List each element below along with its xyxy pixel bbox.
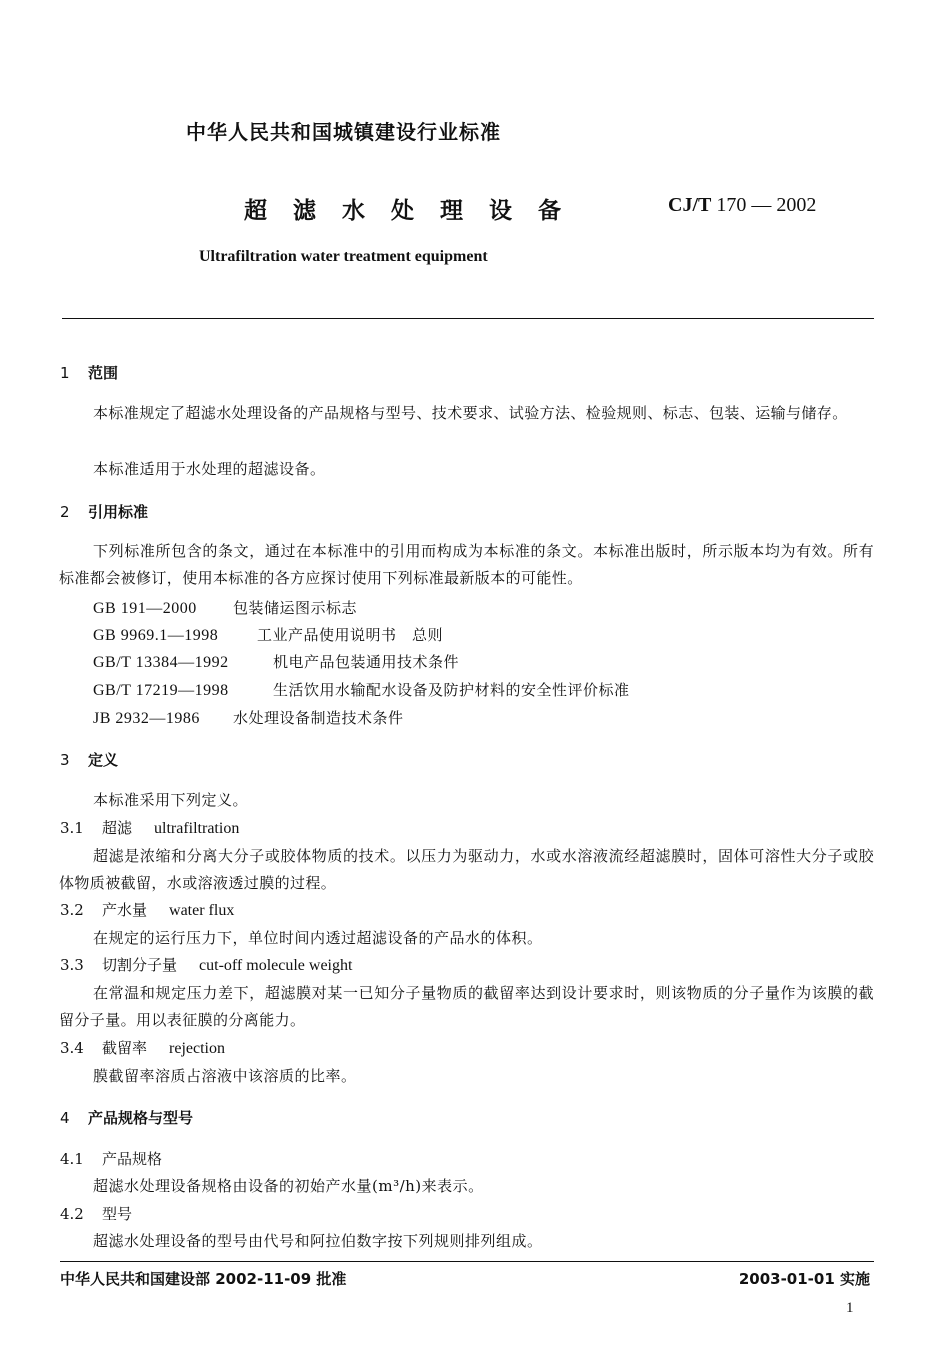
reference-name: 包装储运图示标志 bbox=[233, 599, 358, 617]
section-1-heading bbox=[60, 362, 118, 383]
subsection-title: 型号 bbox=[102, 1205, 133, 1223]
effective-date: 2003-01-01 实施 bbox=[738, 1270, 870, 1288]
definition-3-1-text: 超滤是浓缩和分离大分子或胶体物质的技术。以压力为驱动力，水或水溶液流经超滤膜时，固体可溶性大分子或胶体物质被截留，水或溶液透过膜的过程。 bbox=[59, 847, 874, 892]
definition-3-2-text: 在规定的运行压力下，单位时间内透过超滤设备的产品水的体积。 bbox=[93, 929, 543, 947]
reference-name: 水处理设备制造技术条件 bbox=[233, 709, 404, 727]
reference-name: 工业产品使用说明书 总则 bbox=[257, 626, 444, 644]
document-title: 超 滤 水 处 理 设 备 bbox=[244, 198, 571, 224]
section-number: 4 bbox=[60, 1109, 70, 1127]
definition-term: 截留率 bbox=[102, 1039, 148, 1057]
subsection-number: 4.1 bbox=[60, 1150, 84, 1168]
definition-term-english: rejection bbox=[169, 1040, 225, 1057]
code-prefix: CJ/T bbox=[668, 194, 712, 216]
subsection-4-1-text: 超滤水处理设备规格由设备的初始产水量(m³/h)来表示。 bbox=[93, 1177, 484, 1195]
standard-code bbox=[668, 194, 816, 217]
reference-name: 机电产品包装通用技术条件 bbox=[273, 653, 460, 671]
reference-item bbox=[93, 679, 630, 700]
definition-term: 切割分子量 bbox=[102, 956, 178, 974]
section-title: 产品规格与型号 bbox=[88, 1109, 194, 1127]
header-divider bbox=[62, 318, 874, 319]
section-1-paragraph-1: 本标准规定了超滤水处理设备的产品规格与型号、技术要求、试验方法、检验规则、标志、包装、运输与储存。 bbox=[93, 404, 848, 422]
section-2-paragraph-1: 下列标准所包含的条文，通过在本标准中的引用而构成为本标准的条文。本标准出版时，所示版本均为有效。所有标准都会被修订，使用本标准的各方应探讨使用下列标准最新版本的可能性。 bbox=[59, 542, 874, 587]
subsection-4-2-text: 超滤水处理设备的型号由代号和阿拉伯数字按下列规则排列组成。 bbox=[93, 1232, 543, 1250]
reference-name: 生活饮用水输配水设备及防护材料的安全性评价标准 bbox=[273, 681, 630, 699]
subsection-number: 3.3 bbox=[60, 956, 84, 974]
standard-type-heading: 中华人民共和国城镇建设行业标准 bbox=[186, 120, 501, 144]
section-title: 定义 bbox=[88, 751, 119, 769]
section-1-paragraph-2: 本标准适用于水处理的超滤设备。 bbox=[93, 460, 326, 478]
definition-term-english: ultrafiltration bbox=[154, 820, 240, 837]
section-number: 3 bbox=[60, 751, 70, 769]
subsection-number: 3.2 bbox=[60, 901, 84, 919]
definition-term-english: cut-off molecule weight bbox=[199, 957, 353, 974]
reference-code: GB 191—2000 bbox=[93, 600, 197, 617]
section-3-heading bbox=[60, 749, 118, 770]
reference-code: JB 2932—1986 bbox=[93, 710, 200, 727]
document-title-english: Ultrafiltration water treatment equipment bbox=[199, 248, 488, 265]
section-title: 范围 bbox=[88, 364, 119, 382]
section-3-intro: 本标准采用下列定义。 bbox=[93, 791, 249, 809]
section-2-heading bbox=[60, 501, 148, 522]
footer-divider bbox=[60, 1261, 874, 1262]
approval-note: 中华人民共和国建设部 2002-11-09 批准 bbox=[60, 1270, 347, 1288]
section-4-heading bbox=[60, 1107, 193, 1128]
subsection-4-2-heading bbox=[60, 1203, 132, 1224]
definition-3-4-heading bbox=[60, 1037, 225, 1058]
definition-term: 超滤 bbox=[102, 819, 133, 837]
section-number: 2 bbox=[60, 503, 70, 521]
section-title: 引用标准 bbox=[88, 503, 149, 521]
reference-code: GB/T 13384—1992 bbox=[93, 654, 229, 671]
reference-item bbox=[93, 597, 357, 618]
reference-item bbox=[93, 651, 459, 672]
definition-term-english: water flux bbox=[169, 902, 235, 919]
subsection-number: 4.2 bbox=[60, 1205, 84, 1223]
subsection-number: 3.1 bbox=[60, 819, 84, 837]
subsection-4-1-heading bbox=[60, 1148, 162, 1169]
definition-3-2-heading bbox=[60, 899, 234, 920]
code-number: 170 — 2002 bbox=[716, 194, 817, 216]
reference-item bbox=[93, 624, 443, 645]
section-number: 1 bbox=[60, 364, 70, 382]
reference-item bbox=[93, 707, 404, 728]
subsection-number: 3.4 bbox=[60, 1039, 84, 1057]
reference-code: GB 9969.1—1998 bbox=[93, 627, 219, 644]
reference-code: GB/T 17219—1998 bbox=[93, 682, 229, 699]
page-number: 1 bbox=[846, 1300, 854, 1316]
definition-3-3-heading bbox=[60, 954, 352, 975]
definition-3-3-text: 在常温和规定压力差下，超滤膜对某一已知分子量物质的截留率达到设计要求时，则该物质的分子量作为该膜的截留分子量。用以表征膜的分离能力。 bbox=[59, 984, 874, 1029]
definition-term: 产水量 bbox=[102, 901, 148, 919]
subsection-title: 产品规格 bbox=[102, 1150, 163, 1168]
definition-3-4-text: 膜截留率溶质占溶液中该溶质的比率。 bbox=[93, 1067, 357, 1085]
definition-3-1-heading bbox=[60, 817, 239, 838]
